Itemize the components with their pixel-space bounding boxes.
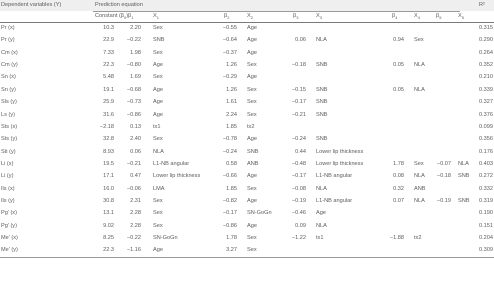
b2-cell: 0.58	[226, 160, 237, 167]
r2-cell: 0.099	[479, 123, 493, 130]
dependent-cell: Pg′ (x)	[1, 210, 17, 217]
x1-cell: Age	[153, 99, 163, 106]
b1-cell: 2.20	[130, 25, 141, 31]
constant-cell: 17.1	[103, 173, 114, 180]
x2-cell: Sex	[247, 185, 257, 192]
dependent-cell: Li (y)	[1, 173, 14, 180]
r2-cell: 0.319	[479, 198, 493, 205]
constant-cell: 8.93	[103, 148, 114, 155]
dependent-cell: Pr (x)	[1, 25, 15, 31]
header-b3: $\beta_3$	[293, 13, 299, 21]
b4-cell: 1.78	[393, 160, 404, 167]
table-row	[0, 22, 494, 34]
header-b4: $\beta_4$	[392, 13, 398, 21]
constant-cell: 16.0	[103, 185, 114, 192]
r2-cell: 0.151	[479, 222, 493, 229]
constant-cell: 22.3	[103, 62, 114, 69]
header-constant: Constant $(\beta_0)$	[95, 13, 129, 21]
b3-cell: −0.18	[291, 62, 306, 69]
b3-cell: 0.44	[295, 148, 306, 155]
table-row	[0, 146, 494, 158]
x3-cell: SNB	[316, 86, 328, 93]
table-row	[0, 244, 494, 256]
x2-cell: Age	[247, 198, 257, 205]
x2-cell: Sex	[247, 235, 257, 242]
header-row-1	[0, 0, 494, 11]
dependent-cell: Pg′ (y)	[1, 222, 17, 229]
dependent-cell: Ils (x)	[1, 185, 15, 192]
x1-cell: Age	[153, 86, 163, 93]
header-dependent: Dependent variables (Y)	[1, 2, 62, 8]
header-b2: $\beta_2$	[224, 13, 230, 21]
x1-cell: NLA	[153, 148, 164, 155]
r2-cell: 0.176	[479, 148, 493, 155]
x3-cell: Age	[316, 210, 326, 217]
table-row	[0, 34, 494, 46]
x2-cell: Age	[247, 173, 257, 180]
table-row	[0, 59, 494, 71]
b2-cell: −0.78	[222, 136, 237, 143]
b2-cell: −0.66	[222, 173, 237, 180]
x3-cell: SNB	[316, 136, 328, 143]
x1-cell: Lower lip thickness	[153, 173, 201, 180]
constant-cell: 22.3	[103, 247, 114, 254]
x3-cell: SNB	[316, 99, 328, 106]
table-row	[0, 109, 494, 121]
constant-cell: 19.5	[103, 160, 114, 167]
constant-cell: 19.1	[103, 86, 114, 93]
header-prediction: Prediction equation	[95, 2, 143, 8]
x1-cell: Age	[153, 62, 163, 69]
x2-cell: Sex	[247, 86, 257, 93]
x5-cell: SNB	[458, 173, 470, 180]
dependent-cell: Pr (y)	[1, 37, 15, 44]
header-b5: $\beta_5$	[436, 13, 442, 21]
x3-cell: L1-NB angular	[316, 198, 353, 205]
b1-cell: −0.21	[126, 160, 141, 167]
b4-cell: 0.32	[393, 185, 404, 192]
r2-cell: 0.315	[479, 25, 493, 31]
b2-cell: 3.27	[226, 247, 237, 254]
b2-cell: −0.37	[222, 49, 237, 56]
table-row	[0, 121, 494, 133]
x2-cell: tx2	[247, 123, 255, 130]
x3-cell: NLA	[316, 185, 327, 192]
r2-cell: 0.272	[479, 173, 493, 180]
r2-cell: 0.376	[479, 111, 493, 118]
r2-cell: 0.352	[479, 62, 493, 69]
table-row	[0, 158, 494, 170]
b3-cell: −0.21	[291, 111, 306, 118]
b2-cell: 1.78	[226, 235, 237, 242]
table-row	[0, 195, 494, 207]
x1-cell: SNB	[153, 37, 165, 44]
b4-cell: 0.07	[393, 198, 404, 205]
b2-cell: 1.26	[226, 86, 237, 93]
x1-cell: LMA	[153, 185, 165, 192]
header-x3: $X_3$	[316, 13, 322, 21]
x3-cell: SNB	[316, 111, 328, 118]
r2-cell: 0.327	[479, 99, 493, 106]
r2-cell: 0.290	[479, 37, 493, 44]
dependent-cell: Ils (y)	[1, 198, 15, 205]
header-x4: $X_4$	[414, 13, 420, 21]
constant-cell: 8.25	[103, 235, 114, 242]
b4-cell: 0.05	[393, 62, 404, 69]
x1-cell: Sex	[153, 25, 163, 31]
x1-cell: Age	[153, 111, 163, 118]
x3-cell: SNB	[316, 62, 328, 69]
x4-cell: Sex	[414, 160, 424, 167]
b1-cell: −1.16	[126, 247, 141, 254]
b2-cell: −0.24	[222, 148, 237, 155]
b3-cell: −1.22	[291, 235, 306, 242]
b3-cell: −0.17	[291, 173, 306, 180]
b1-cell: 2.28	[130, 210, 141, 217]
r2-cell: 0.309	[479, 247, 493, 254]
b1-cell: 0.13	[130, 123, 141, 130]
constant-cell: 5.48	[103, 74, 114, 81]
b3-cell: −0.46	[291, 210, 306, 217]
b2-cell: 1.61	[226, 99, 237, 106]
b3-cell: −0.08	[291, 185, 306, 192]
dependent-cell: Me′ (x)	[1, 235, 18, 242]
constant-cell: 30.8	[103, 198, 114, 205]
b5-cell: −0.19	[436, 198, 451, 205]
dependent-cell: Sn (y)	[1, 86, 16, 93]
x1-cell: L1-NB angular	[153, 160, 190, 167]
x2-cell: Age	[247, 25, 257, 31]
x1-cell: Sex	[153, 198, 163, 205]
r2-cell: 0.264	[479, 49, 493, 56]
x2-cell: Age	[247, 222, 257, 229]
x4-cell: NLA	[414, 62, 425, 69]
b1-cell: −0.80	[126, 62, 141, 69]
b3-cell: −0.48	[291, 160, 306, 167]
x3-cell: Lower lip thickness	[316, 148, 364, 155]
b3-cell: 0.09	[295, 222, 306, 229]
header-x1: $X_1$	[153, 13, 159, 21]
x1-cell: Sex	[153, 74, 163, 81]
x2-cell: Sex	[247, 99, 257, 106]
b4-cell: 0.05	[393, 86, 404, 93]
b5-cell: −0.18	[436, 173, 451, 180]
x2-cell: SNB	[247, 148, 259, 155]
b3-cell: −0.17	[291, 99, 306, 106]
r2-cell: 0.332	[479, 185, 493, 192]
x1-cell: Sex	[153, 222, 163, 229]
x2-cell: Sex	[247, 247, 257, 254]
table-row	[0, 96, 494, 108]
b1-cell: −0.06	[126, 185, 141, 192]
r2-cell: 0.339	[479, 86, 493, 93]
x1-cell: Sex	[153, 136, 163, 143]
table-row	[0, 71, 494, 83]
b3-cell: −0.19	[291, 198, 306, 205]
b1-cell: 0.06	[130, 148, 141, 155]
b2-cell: −0.17	[222, 210, 237, 217]
b1-cell: −0.22	[126, 37, 141, 44]
b1-cell: −0.68	[126, 86, 141, 93]
x2-cell: SN-GoGn	[247, 210, 272, 217]
b1-cell: 2.28	[130, 222, 141, 229]
r2-cell: 0.204	[479, 235, 493, 242]
x1-cell: Sex	[153, 49, 163, 56]
b2-cell: 1.85	[226, 123, 237, 130]
b2-cell: 1.26	[226, 62, 237, 69]
dependent-cell: Cm (x)	[1, 49, 18, 56]
x2-cell: Age	[247, 49, 257, 56]
constant-cell: 25.9	[103, 99, 114, 106]
dependent-cell: Sts (y)	[1, 136, 18, 143]
x3-cell: NLA	[316, 222, 327, 229]
table-bottom-rule	[0, 257, 494, 258]
header-x2: $X_2$	[247, 13, 253, 21]
b3-cell: −0.15	[291, 86, 306, 93]
header-row-2	[0, 11, 494, 22]
constant-cell: 13.1	[103, 210, 114, 217]
x2-cell: Age	[247, 74, 257, 81]
x1-cell: Sex	[153, 210, 163, 217]
x4-cell: Sex	[414, 37, 424, 44]
b1-cell: −0.22	[126, 235, 141, 242]
dependent-cell: Cm (y)	[1, 62, 18, 69]
b2-cell: 2.24	[226, 111, 237, 118]
constant-cell: 32.8	[103, 136, 114, 143]
b1-cell: −0.73	[126, 99, 141, 106]
constant-cell: 22.9	[103, 37, 114, 44]
b2-cell: 1.85	[226, 185, 237, 192]
b3-cell: −0.24	[291, 136, 306, 143]
b2-cell: −0.29	[222, 74, 237, 81]
header-r2: R²	[479, 2, 485, 8]
dependent-cell: Sls (y)	[1, 99, 17, 106]
b2-cell: −0.82	[222, 198, 237, 205]
x4-cell: NLA	[414, 198, 425, 205]
x5-cell: SNB	[458, 198, 470, 205]
r2-cell: 0.190	[479, 210, 493, 217]
x1-cell: Age	[153, 247, 163, 254]
constant-cell: 9.02	[103, 222, 114, 229]
b1-cell: 2.40	[130, 136, 141, 143]
table-row	[0, 84, 494, 96]
header-x5: $X_5$	[458, 13, 464, 21]
x4-cell: NLA	[414, 173, 425, 180]
table-row	[0, 183, 494, 195]
x4-cell: ANB	[414, 185, 426, 192]
dependent-cell: Li (x)	[1, 160, 14, 167]
b4-cell: −1.88	[389, 235, 404, 242]
b1-cell: 1.69	[130, 74, 141, 81]
x2-cell: Age	[247, 136, 257, 143]
x2-cell: Age	[247, 37, 257, 44]
table-row	[0, 207, 494, 219]
b3-cell: 0.06	[295, 37, 306, 44]
b1-cell: −0.86	[126, 111, 141, 118]
dependent-cell: Sts (x)	[1, 123, 18, 130]
x2-cell: Sex	[247, 111, 257, 118]
x3-cell: Lower lip thickness	[316, 160, 364, 167]
table-body	[0, 22, 494, 258]
dependent-cell: Sn (x)	[1, 74, 16, 81]
constant-cell: 31.6	[103, 111, 114, 118]
b1-cell: 2.31	[130, 198, 141, 205]
x4-cell: tx2	[414, 235, 422, 242]
x3-cell: NLA	[316, 37, 327, 44]
dependent-cell: Sti (y)	[1, 148, 16, 155]
x3-cell: tx1	[316, 235, 324, 242]
b1-cell: 1.98	[130, 49, 141, 56]
x2-cell: ANB	[247, 160, 259, 167]
r2-cell: 0.210	[479, 74, 493, 81]
table-row	[0, 170, 494, 182]
b1-cell: 0.47	[130, 173, 141, 180]
x1-cell: tx1	[153, 123, 161, 130]
dependent-cell: Ls (y)	[1, 111, 15, 118]
x5-cell: NLA	[458, 160, 469, 167]
dependent-cell: Me′ (y)	[1, 247, 18, 254]
table-row	[0, 133, 494, 145]
table-row	[0, 47, 494, 59]
x2-cell: Sex	[247, 62, 257, 69]
constant-cell: −2.18	[99, 123, 114, 130]
header-b1: $\beta_1$	[128, 13, 134, 21]
constant-cell: 7.33	[103, 49, 114, 56]
b5-cell: −0.07	[436, 160, 451, 167]
b4-cell: 0.08	[393, 173, 404, 180]
constant-cell: 10.3	[103, 25, 114, 31]
table-row	[0, 232, 494, 244]
x1-cell: SN-GoGn	[153, 235, 178, 242]
table-row	[0, 220, 494, 232]
b2-cell: −0.86	[222, 222, 237, 229]
b4-cell: 0.94	[393, 37, 404, 44]
x4-cell: NLA	[414, 86, 425, 93]
r2-cell: 0.356	[479, 136, 493, 143]
x3-cell: L1-NB angular	[316, 173, 353, 180]
b2-cell: −0.55	[222, 25, 237, 31]
r2-cell: 0.403	[479, 160, 493, 167]
b2-cell: −0.64	[222, 37, 237, 44]
